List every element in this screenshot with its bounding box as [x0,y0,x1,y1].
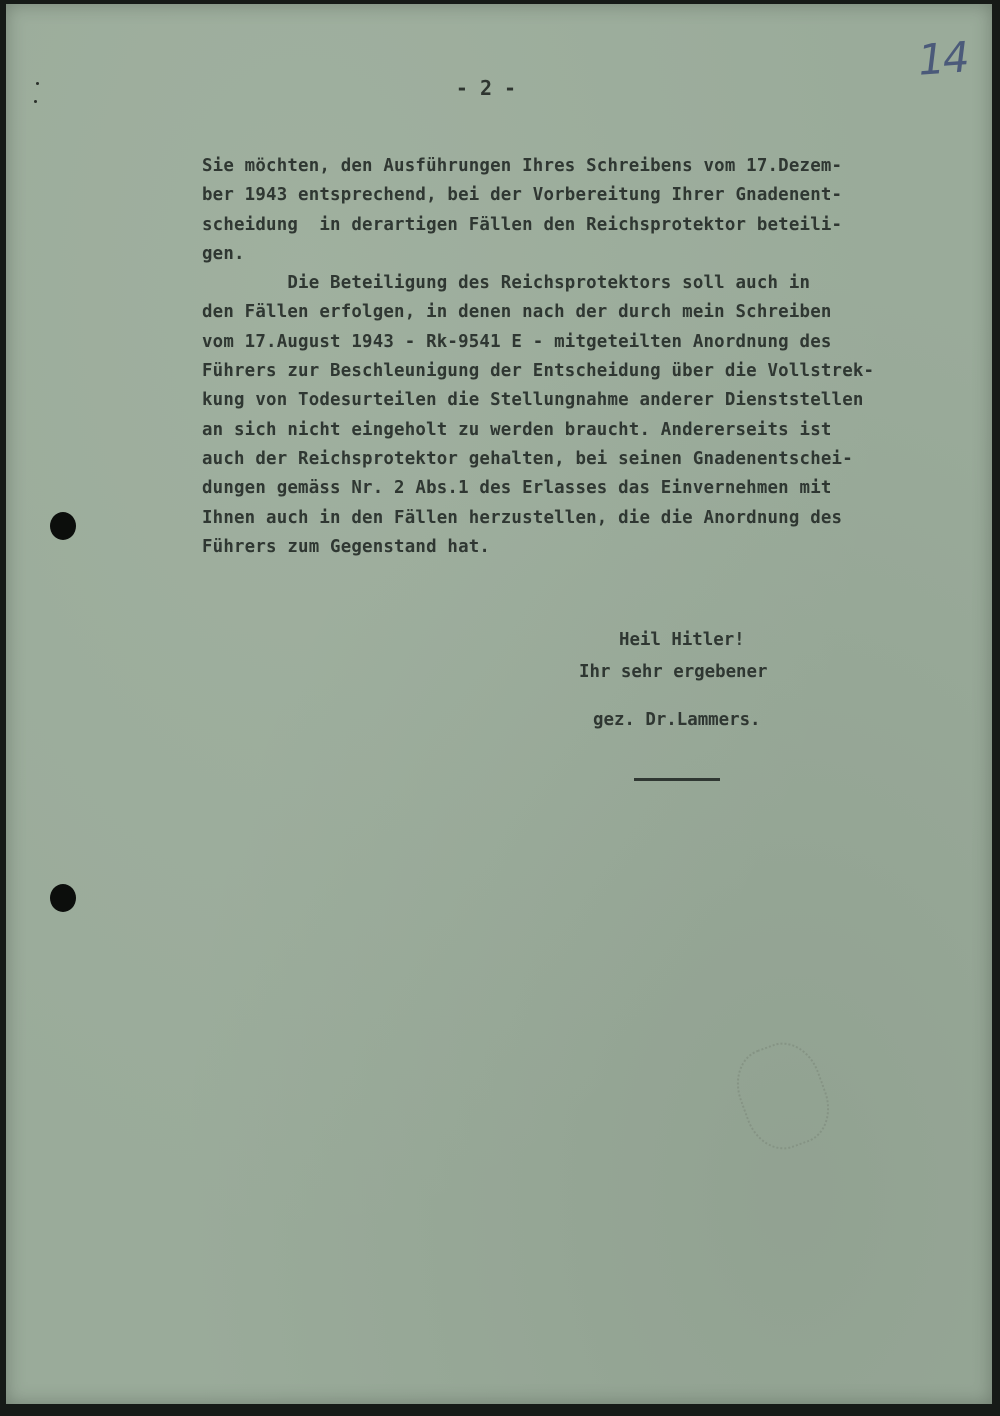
body-line: dungen gemäss Nr. 2 Abs.1 des Erlasses das Einvernehmen mit [202,478,832,499]
body-line: vom 17.August 1943 - Rk-9541 E - mitgeteilten Anordnung des [202,331,832,352]
body-line: Die Beteiligung des Reichsprotektors soll auch in [202,273,811,294]
body-line: auch der Reichsprotektor gehalten, bei seinen Gnadenentschei- [202,448,853,469]
body-line: gen. [202,243,245,264]
closing-rule [634,778,720,781]
body-line: an sich nicht eingeholt zu werden braucht. Andererseits ist [202,419,832,440]
faint-stamp-mark [726,1033,841,1159]
punch-hole [50,512,76,540]
closing-valediction: Ihr sehr ergebener [579,662,768,682]
body-line: kung von Todesurteilen die Stellungnahme anderer Dienststellen [202,390,864,411]
body-line: den Fällen erfolgen, in denen nach der durch mein Schreiben [202,302,832,323]
ink-speck [36,82,39,85]
letter-body [202,152,982,562]
document-page [6,4,992,1404]
folio-number: 14 [916,32,970,85]
body-line: Führers zum Gegenstand hat. [202,536,491,557]
signature-line: gez. Dr.Lammers. [593,710,761,730]
body-line: Führers zur Beschleunigung der Entscheidung über die Vollstrek- [202,361,875,382]
punch-hole [50,884,76,912]
body-line: Ihnen auch in den Fällen herzustellen, die die Anordnung des [202,507,843,528]
body-line: Sie möchten, den Ausführungen Ihres Schreibens vom 17.Dezem- [202,156,843,176]
body-line: scheidung in derartigen Fällen den Reichsprotektor beteili- [202,214,843,235]
ink-speck [34,100,37,103]
body-line: ber 1943 entsprechend, bei der Vorbereitung Ihrer Gnadenent- [202,185,843,206]
closing-greeting: Heil Hitler! [619,630,745,650]
page-number: - 2 - [455,76,517,100]
